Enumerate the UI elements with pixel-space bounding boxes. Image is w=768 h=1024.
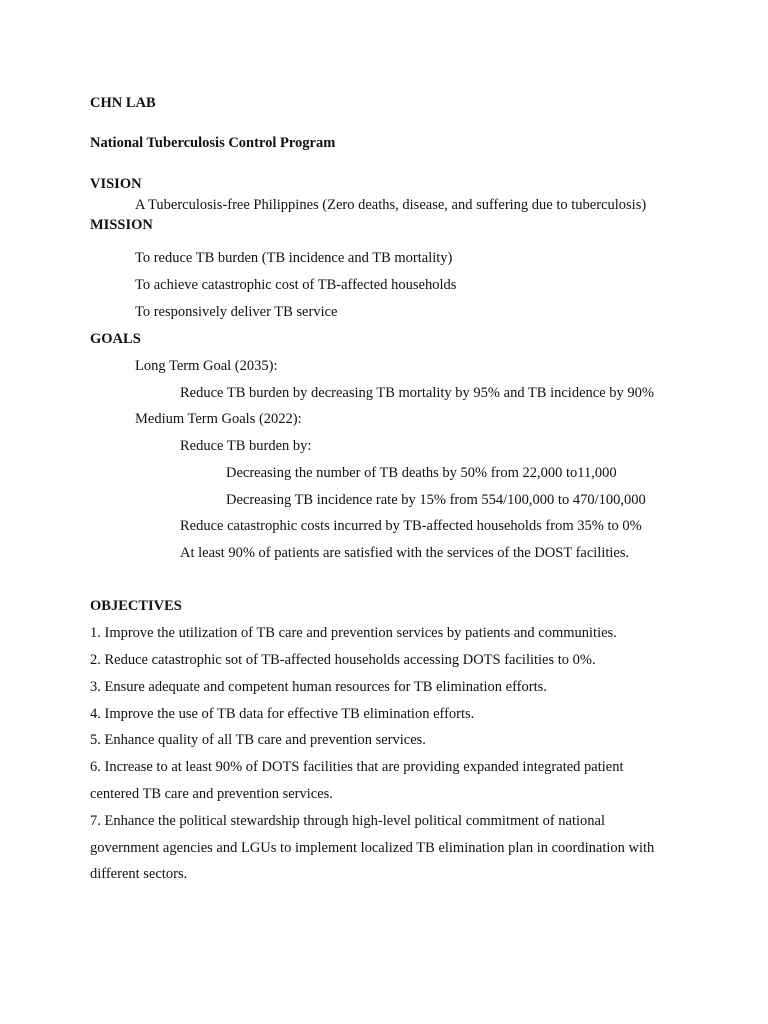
objectives-heading: OBJECTIVES [90,598,182,614]
goals-heading: GOALS [90,331,141,347]
vision-heading: VISION [90,176,142,192]
long-term-goal-text: Reduce TB burden by decreasing TB mortality by 95% and TB incidence by 90% [180,385,654,401]
document-header: CHN LAB [90,95,156,111]
objective-line: 4. Improve the use of TB data for effective TB elimination efforts. [90,706,475,722]
medium-burden-item: Decreasing TB incidence rate by 15% from 554/100,000 to 470/100,000 [226,492,646,508]
objective-line: 3. Ensure adequate and competent human resources for TB elimination efforts. [90,679,547,695]
long-term-goal-label: Long Term Goal (2035): [135,358,278,374]
objective-line: 7. Enhance the political stewardship through high-level political commitment of national [90,813,606,829]
mission-heading: MISSION [90,217,153,233]
medium-burden-item: Decreasing the number of TB deaths by 50% from 22,000 to11,000 [226,465,617,481]
objective-line: 2. Reduce catastrophic sot of TB-affected households accessing DOTS facilities to 0%. [90,652,596,668]
vision-text: A Tuberculosis-free Philippines (Zero deaths, disease, and suffering due to tuberculosis) [135,197,647,213]
objective-line: government agencies and LGUs to implement localized TB elimination plan in coordination with [90,840,655,856]
objective-line: 1. Improve the utilization of TB care and prevention services by patients and communities. [90,625,617,641]
medium-goal-item: At least 90% of patients are satisfied with the services of the DOST facilities. [180,545,630,561]
objective-line: 6. Increase to at least 90% of DOTS facilities that are providing expanded integrated patient [90,759,624,775]
mission-item: To responsively deliver TB service [135,304,338,320]
objective-line: different sectors. [90,866,188,882]
mission-item: To achieve catastrophic cost of TB-affected households [135,277,457,293]
document-title: National Tuberculosis Control Program [90,135,336,151]
medium-goal-item: Reduce catastrophic costs incurred by TB-affected households from 35% to 0% [180,518,642,534]
mission-item: To reduce TB burden (TB incidence and TB mortality) [135,250,453,266]
medium-term-goal-label: Medium Term Goals (2022): [135,411,302,427]
medium-burden-label: Reduce TB burden by: [180,438,312,454]
objective-line: centered TB care and prevention services. [90,786,333,802]
objective-line: 5. Enhance quality of all TB care and prevention services. [90,732,426,748]
